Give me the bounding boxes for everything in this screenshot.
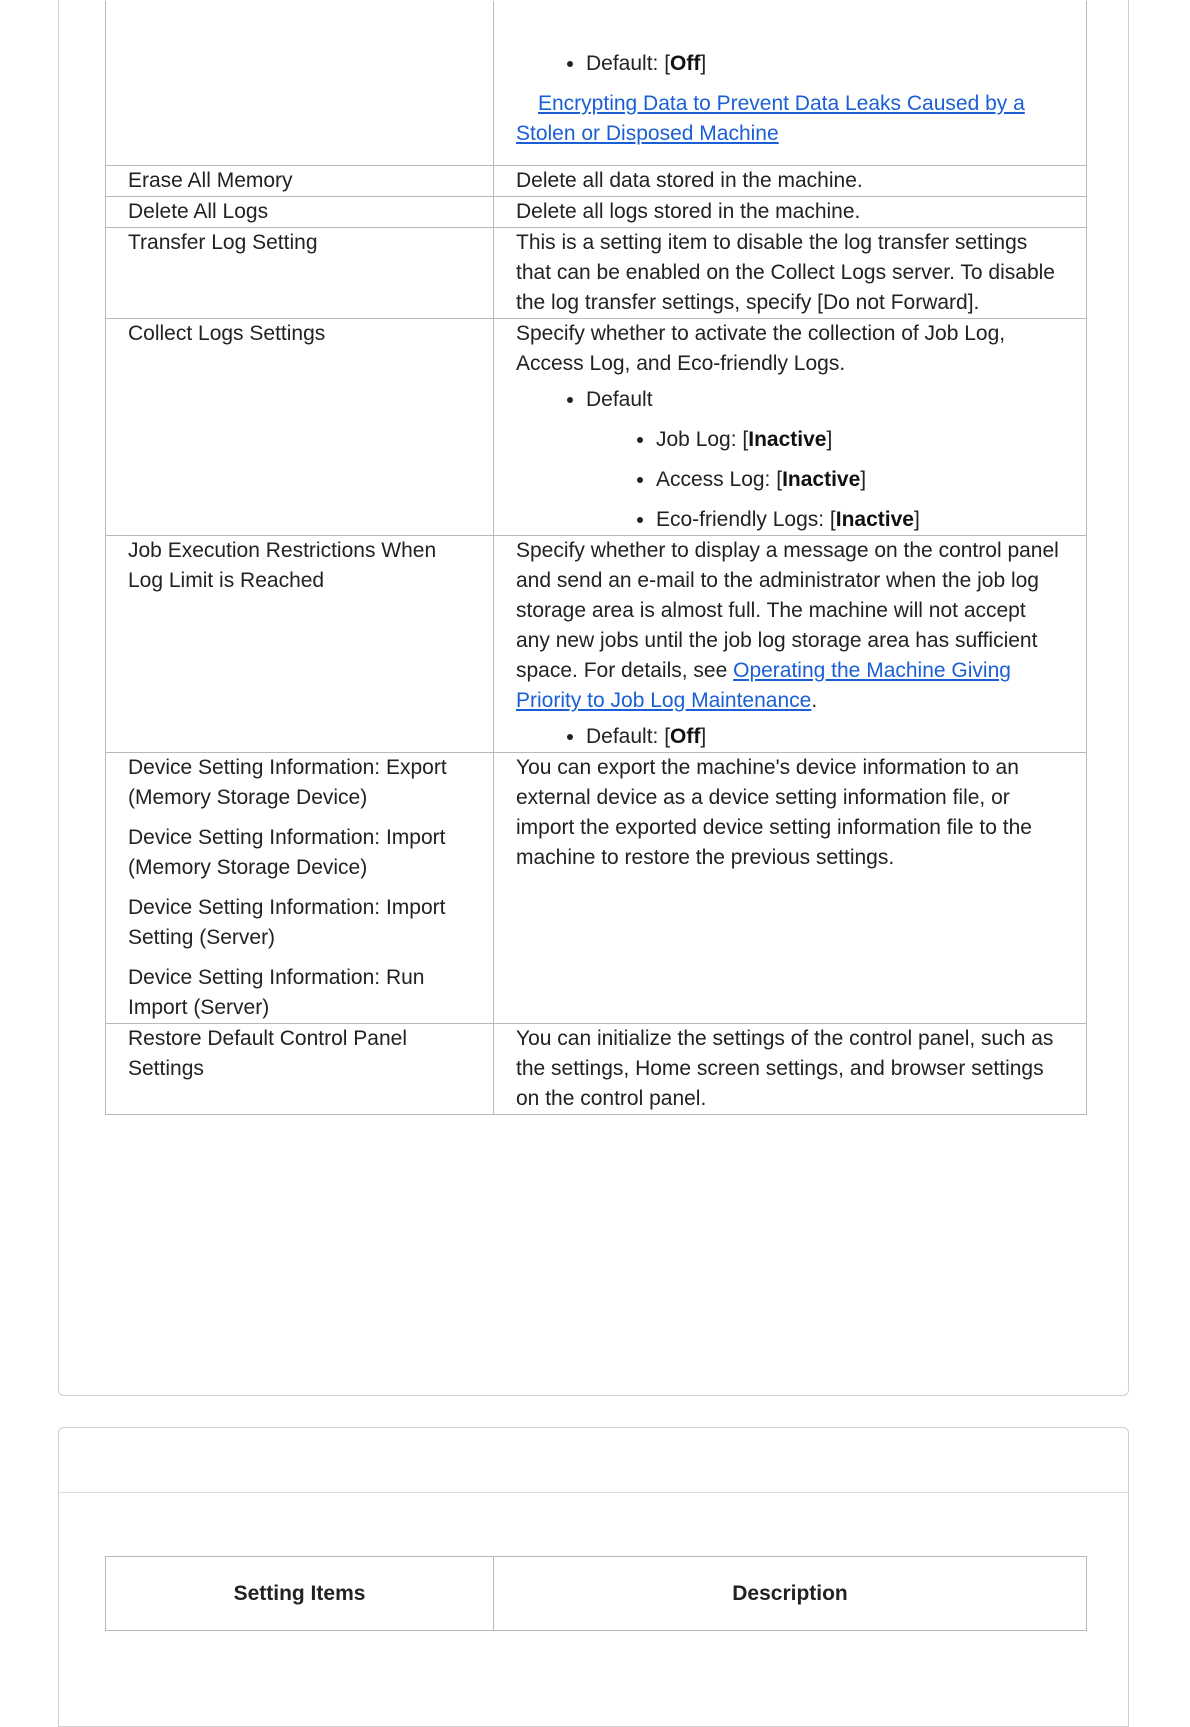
settings-table bbox=[105, 1, 1087, 1115]
settings-card-2 bbox=[58, 1427, 1129, 1727]
settings-card bbox=[58, 0, 1129, 1396]
list-item: • Job Log: [Inactive] bbox=[656, 425, 1064, 455]
setting-item-cell: Delete All Logs bbox=[106, 197, 494, 228]
description-cell: Specify whether to activate the collection of Job Log, Access Log, and Eco-friendly Logs. • Default • Job Log: [Inactive] • Access Log: [Inactive] • Eco-friendly Logs: [Inactive] bbox=[494, 319, 1087, 536]
table-row bbox=[106, 1, 1087, 166]
setting-item-cell: Restore Default Control Panel Settings bbox=[106, 1024, 494, 1115]
description-cell: You can initialize the settings of the control panel, such as the settings, Home screen settings, and browser settings on the control panel. bbox=[494, 1024, 1087, 1115]
table-row bbox=[106, 536, 1087, 753]
column-header-setting-items: Setting Items bbox=[106, 1557, 494, 1631]
table-row bbox=[106, 319, 1087, 536]
list-item: • Access Log: [Inactive] bbox=[656, 465, 1064, 495]
default-bullet: • Default: [Off] bbox=[586, 722, 1064, 752]
default-bullet: • Default: [Off] bbox=[586, 49, 1064, 79]
setting-item-cell: Collect Logs Settings bbox=[106, 319, 494, 536]
description-cell: Delete all logs stored in the machine. bbox=[494, 197, 1087, 228]
description-cell: Specify whether to display a message on the control panel and send an e-mail to the administrator when the job log storage area is almost full. The machine will not accept any new jobs until the job log storage area has sufficient space. For details, see Operating the Machine Giving Priority to Job Log Maintenance. • Default: [Off] bbox=[494, 536, 1087, 753]
setting-item-cell bbox=[106, 1, 494, 166]
setting-item-cell: Device Setting Information: Export (Memory Storage Device) Device Setting Information: Import (Memory Storage Device) Device Setting Information: Import Setting (Server) Device Setting Information: Run Import (Server) bbox=[106, 753, 494, 1024]
table-row bbox=[106, 197, 1087, 228]
setting-item-cell: Erase All Memory bbox=[106, 166, 494, 197]
setting-item-cell: Transfer Log Setting bbox=[106, 228, 494, 319]
card-header bbox=[59, 1428, 1128, 1493]
description-cell: This is a setting item to disable the log transfer settings that can be enabled on the Collect Logs server. To disable the log transfer settings, specify [Do not Forward]. bbox=[494, 228, 1087, 319]
job-log-maintenance-link[interactable]: Operating the Machine Giving Priority to Job Log Maintenance bbox=[516, 659, 1011, 712]
table-row bbox=[106, 1024, 1087, 1115]
description-cell: Delete all data stored in the machine. bbox=[494, 166, 1087, 197]
table-row bbox=[106, 166, 1087, 197]
description-cell: You can export the machine's device information to an external device as a device setting information file, or import the exported device setting information file to the machine to restore the previous settings. bbox=[494, 753, 1087, 1024]
list-item: • Eco-friendly Logs: [Inactive] bbox=[656, 505, 1064, 535]
table-row bbox=[106, 228, 1087, 319]
description-cell bbox=[494, 1, 1087, 166]
settings-table-2 bbox=[105, 1556, 1087, 1631]
default-bullet: • Default • Job Log: [Inactive] • Access Log: [Inactive] • Eco-friendly Logs: [Inactive] bbox=[586, 385, 1064, 535]
encrypting-data-link[interactable]: Encrypting Data to Prevent Data Leaks Caused by a Stolen or Disposed Machine bbox=[516, 92, 1025, 145]
table-header-row bbox=[106, 1557, 1087, 1631]
table-row bbox=[106, 753, 1087, 1024]
column-header-description: Description bbox=[494, 1557, 1087, 1631]
setting-item-cell: Job Execution Restrictions When Log Limit is Reached bbox=[106, 536, 494, 753]
